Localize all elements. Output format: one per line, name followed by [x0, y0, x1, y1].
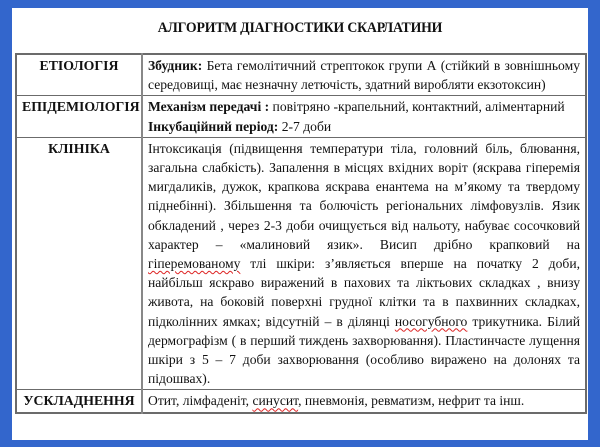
spellcheck-word: гіперемованому — [148, 256, 241, 272]
incubation-label: Інкубаційний період: — [148, 118, 279, 134]
complications-text-2: , пневмонія, ревматизм, нефрит та інш. — [298, 393, 525, 409]
incubation-text: 2-7 доби — [278, 118, 332, 134]
transmission-line — [148, 97, 580, 116]
transmission-text: повітряно -крапельний, контактний, аліментарний — [269, 99, 565, 115]
pathogen-text: Бета гемолітичний стрептокок групи А (стійкий в зовнішньому середовищі, має незначну летючість, здатний виробляти екзотоксин) — [148, 58, 580, 93]
table-row-complications — [16, 390, 586, 413]
spellcheck-word: синусит — [252, 393, 299, 409]
table-row-etiology — [16, 54, 586, 96]
row-label-epidemiology: ЕПІДЕМІОЛОГІЯ — [16, 96, 142, 137]
incubation-line — [148, 117, 580, 136]
table-row-epidemiology — [16, 96, 586, 137]
complications-text-1: Отит, лімфаденіт, — [148, 393, 253, 409]
diagnosis-algorithm-table — [15, 53, 587, 414]
row-content-complications — [142, 390, 586, 413]
row-content-clinic — [142, 137, 586, 390]
transmission-label: Механізм передачі : — [148, 99, 270, 115]
clinic-text-3: трикутника. Білий дермографізм ( в перший тиждень захворювання). Пластинчасте лущення шкіри з 5 – 7 доби захворювання (особливо виражено на долонях та підошвах). — [148, 313, 580, 387]
spellcheck-word: носогубного — [394, 313, 468, 329]
row-label-complications: УСКЛАДНЕННЯ — [16, 390, 142, 413]
row-label-etiology: ЕТІОЛОГІЯ — [16, 54, 142, 96]
clinic-text-1: Інтоксикація (підвищення температури тіла, головний біль, блювання, загальна слабкість). Запалення в місцях вхідних воріт (яскрава гіперемія мигдаликів, дужок, крапкова яскрава енантема на м’якому та твердому піднебінні). Збільшення та болючість регіональних лімфовузлів. Язик обкладений , через 2-3 доби очищується від нальоту, набуває сосочковий характер – «малиновий язик». Висип дрібно крапковий на — [148, 140, 580, 252]
row-content-etiology — [142, 54, 586, 96]
document-title: АЛГОРИТМ ДІАГНОСТИКИ СКАРЛАТИНИ — [157, 20, 443, 36]
document-page — [12, 8, 588, 440]
row-label-clinic: КЛІНІКА — [16, 137, 142, 390]
row-content-epidemiology — [142, 96, 586, 137]
clinic-text-2: тлі шкіри: з’являється вперше на початку 2 доби, найбільш яскраво виражений в пахових та ліктьових складках , внизу живота, на боковій поверхні грудної клітки та в пахвинних складках, підколінних ямках; відсутній – в ділянці — [148, 256, 580, 329]
pathogen-label: Збудник: — [148, 58, 203, 73]
table-row-clinic — [16, 137, 586, 390]
